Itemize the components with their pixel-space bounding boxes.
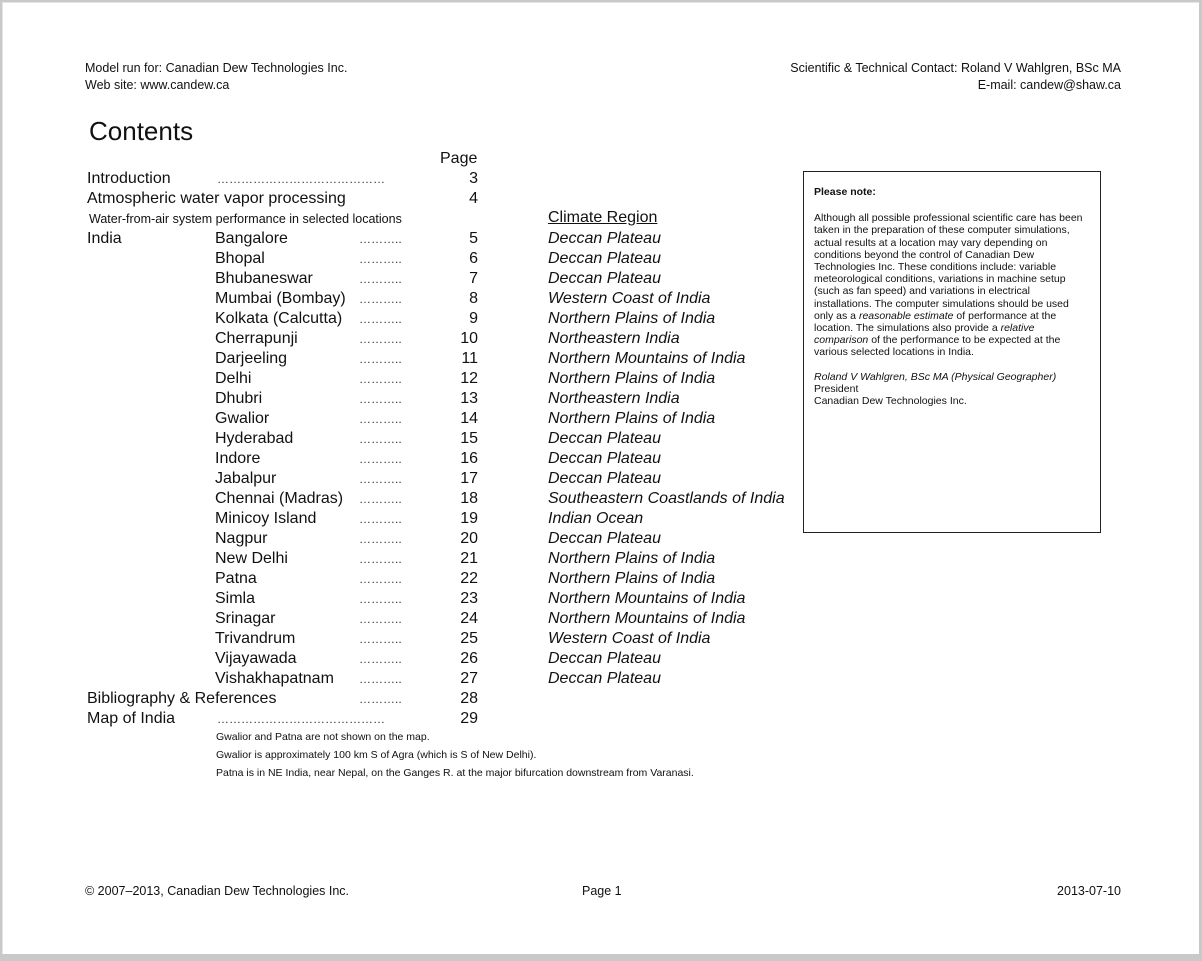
toc-leader-dots: ………..	[359, 492, 402, 506]
website: Web site: www.candew.ca	[85, 78, 230, 92]
toc-entry-location[interactable]	[3, 669, 803, 689]
toc-entry-location[interactable]	[3, 269, 803, 289]
toc-page-number: 15	[460, 430, 478, 447]
location-name: Nagpur	[215, 530, 268, 547]
toc-entry-map[interactable]	[87, 709, 487, 729]
toc-page-number: 13	[460, 390, 478, 407]
toc-leader-dots: ………..	[359, 652, 402, 666]
toc-entry-location[interactable]	[3, 449, 803, 469]
toc-entry-location[interactable]	[3, 249, 803, 269]
location-name: Vishakhapatnam	[215, 670, 334, 687]
toc-page-number: 21	[460, 550, 478, 567]
toc-leader-dots: ………..	[359, 692, 402, 706]
location-name: Dhubri	[215, 390, 263, 407]
note-text: of the performance to be expected at the various selected locations in India.	[814, 334, 1061, 359]
toc-entry-location[interactable]	[3, 629, 803, 649]
toc-entry-location[interactable]	[3, 289, 803, 309]
location-name: Hyderabad	[215, 430, 294, 447]
toc-entry-atmospheric[interactable]	[87, 189, 487, 209]
climate-region: Deccan Plateau	[548, 270, 661, 287]
footer-page-number: Page 1	[582, 884, 622, 898]
footer-copyright: © 2007–2013, Canadian Dew Technologies Inc.	[85, 884, 350, 898]
toc-leader-dots: ………..	[359, 592, 402, 606]
toc-leader-dots: ………..	[359, 532, 402, 546]
toc-leader-dots: ………..	[359, 512, 402, 526]
toc-leader-dots: ………..	[359, 312, 402, 326]
toc-entry-location[interactable]	[3, 589, 803, 609]
toc-page-number: 16	[460, 450, 478, 467]
toc-entry-location[interactable]	[3, 609, 803, 629]
toc-page-number: 7	[469, 270, 478, 287]
header-right	[790, 60, 1121, 94]
toc-page-number: 17	[460, 470, 478, 487]
toc-page-number: 23	[460, 590, 478, 607]
toc-entry-location[interactable]	[3, 649, 803, 669]
location-name: Bangalore	[215, 230, 288, 247]
toc-page-number: 3	[469, 170, 478, 187]
location-name: Cherrapunji	[215, 330, 298, 347]
header-left	[85, 60, 347, 94]
toc-leader-dots: ………..	[359, 392, 402, 406]
climate-region: Indian Ocean	[548, 510, 644, 527]
climate-region: Deccan Plateau	[548, 450, 661, 467]
climate-region: Southeastern Coastlands of India	[548, 490, 785, 507]
toc-page-number: 29	[460, 710, 478, 727]
toc-page-number: 24	[460, 610, 478, 627]
climate-region: Deccan Plateau	[548, 650, 661, 667]
climate-region: Northeastern India	[548, 390, 680, 407]
signature-org: Canadian Dew Technologies Inc.	[814, 395, 967, 408]
location-name: Jabalpur	[215, 470, 277, 487]
note-text: of performance at the location. The simulations also provide a	[814, 309, 1057, 335]
signature-name: Roland V Wahlgren, BSc MA (Physical Geographer)	[814, 370, 1057, 383]
note-emphasis: reasonable estimate	[858, 309, 954, 322]
location-name: Gwalior	[215, 410, 270, 427]
toc-page-number: 22	[460, 570, 478, 587]
climate-region: Deccan Plateau	[548, 470, 661, 487]
location-name: Kolkata (Calcutta)	[215, 310, 343, 327]
climate-region: Northern Plains of India	[548, 310, 716, 327]
country-label: India	[87, 230, 122, 247]
toc-leader-dots: ………..	[359, 252, 402, 266]
toc-leader-dots: ………..	[359, 452, 402, 466]
toc-page-number: 10	[460, 330, 478, 347]
toc-entry-location[interactable]	[3, 509, 803, 529]
location-name: Delhi	[215, 370, 252, 387]
location-name: Srinagar	[215, 610, 276, 627]
toc-page-number: 11	[461, 350, 478, 367]
note-line: Gwalior is approximately 100 km S of Agra (which is S of New Delhi).	[216, 749, 537, 761]
toc-entry-location[interactable]	[3, 309, 803, 329]
toc-entry-location[interactable]	[3, 469, 803, 489]
toc-entry-location[interactable]	[3, 329, 803, 349]
toc-entry-location[interactable]	[3, 429, 803, 449]
toc-entry-location[interactable]	[3, 489, 803, 509]
toc-page-number: 9	[469, 310, 478, 327]
location-name: Trivandrum	[215, 630, 296, 647]
note-text: Although all possible professional scientific care has been taken in the preparation of these computer simulations, actual results at a location may vary depending on conditions beyond the control of Canadian Dew Technologies Inc. These conditions include: variable meteorological conditions, variations in machine setup (such as fan speed) and variations in electrical installations. The computer simulations should be used only as a	[814, 212, 1083, 322]
toc-page-number: 6	[469, 250, 478, 267]
location-name: New Delhi	[215, 550, 288, 567]
toc-page-number: 27	[460, 670, 478, 687]
climate-region: Northern Plains of India	[548, 570, 716, 587]
map-notes	[216, 728, 694, 782]
toc-leader-dots: ………..	[359, 372, 402, 386]
note-title: Please note:	[814, 186, 876, 198]
toc-label: Introduction	[87, 170, 171, 187]
toc-entry-location[interactable]	[3, 369, 803, 389]
toc-leader-dots: ………..	[359, 332, 402, 346]
toc-label: Atmospheric water vapor processing	[87, 190, 346, 207]
climate-region: Deccan Plateau	[548, 430, 661, 447]
toc-label: Map of India	[87, 710, 176, 727]
toc-entry-location[interactable]	[3, 529, 803, 549]
toc-leader-dots: ………..	[359, 292, 402, 306]
toc-leader-dots: ………..	[359, 572, 402, 586]
climate-region: Northeastern India	[548, 330, 680, 347]
climate-region: Northern Mountains of India	[548, 610, 746, 627]
toc-entry-location[interactable]	[3, 569, 803, 589]
toc-page-number: 20	[460, 530, 478, 547]
page-column-heading: Page	[440, 150, 478, 167]
location-name: Simla	[215, 590, 256, 607]
climate-region: Northern Plains of India	[548, 550, 716, 567]
toc-entry-location[interactable]	[3, 549, 803, 569]
toc-leader-dots: ………..	[359, 412, 402, 426]
toc-entry-location[interactable]	[3, 409, 803, 429]
toc-page-number: 19	[460, 510, 478, 527]
note-emphasis: relative comparison	[814, 322, 1035, 347]
model-run-for: Model run for: Canadian Dew Technologies Inc.	[85, 61, 348, 75]
location-name: Minicoy Island	[215, 510, 317, 527]
toc-leader-dots: ………..	[359, 552, 402, 566]
climate-region: Deccan Plateau	[548, 250, 661, 267]
toc-leader-dots: ………..	[359, 432, 402, 446]
climate-region: Northern Plains of India	[548, 410, 716, 427]
toc-leader-dots: ………..	[359, 632, 402, 646]
please-note-box	[803, 171, 1101, 533]
email: E-mail: candew@shaw.ca	[977, 78, 1121, 92]
climate-region: Deccan Plateau	[548, 530, 661, 547]
toc-page-number: 25	[460, 630, 478, 647]
note-line: Gwalior and Patna are not shown on the map.	[216, 731, 430, 743]
document-page	[2, 2, 1199, 954]
location-name: Vijayawada	[215, 650, 297, 667]
toc-page-number: 4	[469, 190, 478, 207]
location-name: Bhubaneswar	[215, 270, 313, 287]
climate-region: Western Coast of India	[548, 290, 711, 307]
toc-entry-location[interactable]	[3, 389, 803, 409]
toc-leader-dots: ………..	[359, 272, 402, 286]
location-name: Indore	[215, 450, 261, 467]
climate-region: Northern Mountains of India	[548, 590, 746, 607]
contact: Scientific & Technical Contact: Roland V Wahlgren, BSc MA	[790, 61, 1121, 75]
note-body	[814, 212, 1090, 358]
toc-leader-dots: ………..	[359, 672, 402, 686]
climate-region-heading: Climate Region	[548, 209, 658, 226]
toc-page-number: 5	[469, 230, 478, 247]
toc-leader-dots: ……………………………………	[217, 712, 385, 726]
toc-page-number: 26	[460, 650, 478, 667]
signature-title: President	[814, 382, 859, 395]
toc-label: Bibliography & References	[87, 690, 277, 707]
toc-page-number: 18	[460, 490, 478, 507]
location-name: Darjeeling	[215, 350, 288, 367]
note-line: Patna is in NE India, near Nepal, on the Ganges R. at the major bifurcation downstream from Varanasi.	[216, 767, 694, 779]
toc-leader-dots: ………..	[359, 472, 402, 486]
toc-leader-dots: ………..	[359, 232, 402, 246]
location-name: Mumbai (Bombay)	[215, 290, 346, 307]
climate-region: Deccan Plateau	[548, 230, 661, 247]
toc-page-number: 14	[460, 410, 478, 427]
page-title: Contents	[89, 116, 194, 146]
toc-page-number: 12	[460, 370, 478, 387]
footer-date: 2013-07-10	[1057, 884, 1121, 898]
location-name: Chennai (Madras)	[215, 490, 344, 507]
toc-leader-dots: ……………………………………	[217, 172, 385, 186]
toc-entry-location[interactable]	[3, 349, 803, 369]
toc-page-number: 8	[469, 290, 478, 307]
climate-region: Deccan Plateau	[548, 670, 661, 687]
section-heading: Water-from-air system performance in selected locations	[89, 212, 402, 226]
toc-page-number: 28	[460, 690, 478, 707]
climate-region: Western Coast of India	[548, 630, 711, 647]
toc-entry-bibliography[interactable]	[87, 689, 487, 709]
climate-region: Northern Plains of India	[548, 370, 716, 387]
location-name: Patna	[215, 570, 257, 587]
toc-leader-dots: ………..	[359, 352, 402, 366]
toc-entry-introduction[interactable]	[87, 169, 487, 189]
toc-leader-dots: ………..	[359, 612, 402, 626]
toc-entry-location[interactable]	[3, 229, 803, 249]
climate-region: Northern Mountains of India	[548, 350, 746, 367]
location-name: Bhopal	[215, 250, 265, 267]
